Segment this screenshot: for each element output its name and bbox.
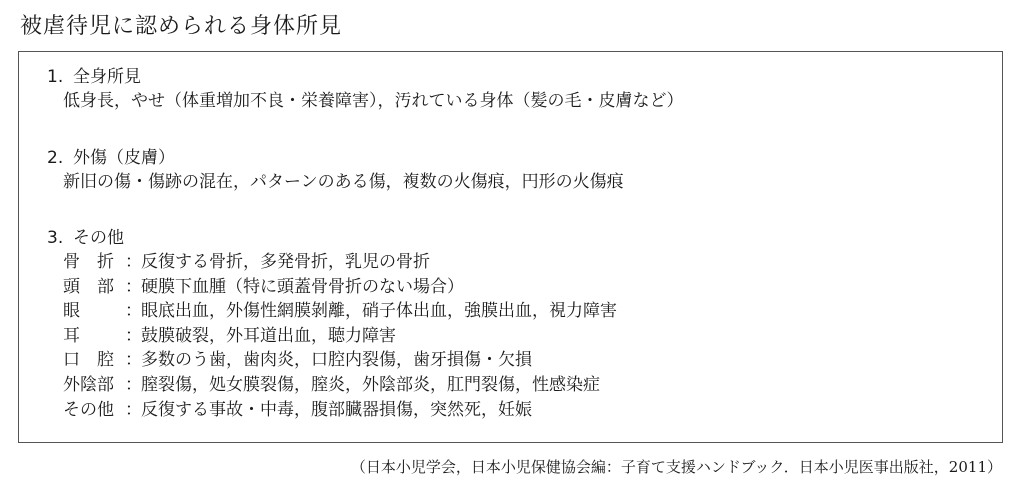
item-text: 反復する骨折，多発骨折，乳児の骨折 — [141, 252, 430, 272]
item-label: 眼 — [63, 301, 80, 322]
item-separator: ： — [125, 399, 142, 420]
list-item-fracture — [47, 250, 617, 275]
item-label: 頭 部 — [63, 276, 114, 297]
item-separator: ： — [125, 276, 142, 297]
section-title: 外傷（皮膚） — [73, 148, 175, 168]
list-item-genital — [47, 373, 617, 398]
list-item-eye — [47, 299, 617, 324]
findings-box — [18, 51, 1003, 443]
item-separator: ： — [125, 325, 142, 346]
section-other — [47, 226, 617, 422]
item-separator: ： — [125, 374, 142, 395]
section-number: 3. — [47, 228, 64, 248]
item-label: 骨 折 — [63, 252, 114, 272]
item-text: 鼓膜破裂，外耳道出血，聴力障害 — [141, 325, 396, 346]
section-title: 全身所見 — [73, 67, 141, 87]
section-title: その他 — [73, 228, 124, 248]
item-label: その他 — [63, 399, 114, 420]
item-separator: ： — [125, 252, 142, 272]
section-heading — [47, 226, 617, 250]
item-separator: ： — [125, 301, 142, 322]
item-text: 反復する事故・中毒，腹部臓器損傷，突然死，妊娠 — [141, 399, 532, 420]
list-item-other — [47, 398, 617, 423]
page-title: 被虐待児に認められる身体所見 — [20, 14, 343, 39]
list-item-ear — [47, 324, 617, 349]
item-label: 口 腔 — [63, 350, 114, 371]
section-heading — [47, 65, 684, 89]
section-general — [47, 65, 684, 113]
item-separator: ： — [125, 350, 142, 371]
section-trauma — [47, 146, 624, 194]
section-number: 2. — [47, 148, 64, 168]
section-body: 低身長，やせ（体重増加不良・栄養障害），汚れている身体（髪の毛・皮膚など） — [63, 91, 684, 111]
item-text: 膣裂傷，処女膜裂傷，膣炎，外陰部炎，肛門裂傷，性感染症 — [141, 374, 600, 395]
source-caption: （日本小児学会，日本小児保健協会編：子育て支援ハンドブック．日本小児医事出版社，2011） — [350, 458, 1002, 476]
section-body: 新旧の傷・傷跡の混在，パターンのある傷，複数の火傷痕，円形の火傷痕 — [63, 172, 624, 192]
item-text: 多数のう歯，歯肉炎，口腔内裂傷，歯牙損傷・欠損 — [141, 350, 532, 371]
list-item-mouth — [47, 348, 617, 373]
section-number: 1. — [47, 67, 64, 87]
item-text: 眼底出血，外傷性網膜剝離，硝子体出血，強膜出血，視力障害 — [141, 301, 617, 322]
section-heading — [47, 146, 624, 170]
item-text: 硬膜下血腫（特に頭蓋骨骨折のない場合） — [141, 276, 464, 297]
item-label: 外陰部 — [63, 374, 114, 395]
list-item-head — [47, 275, 617, 300]
item-label: 耳 — [63, 325, 80, 346]
